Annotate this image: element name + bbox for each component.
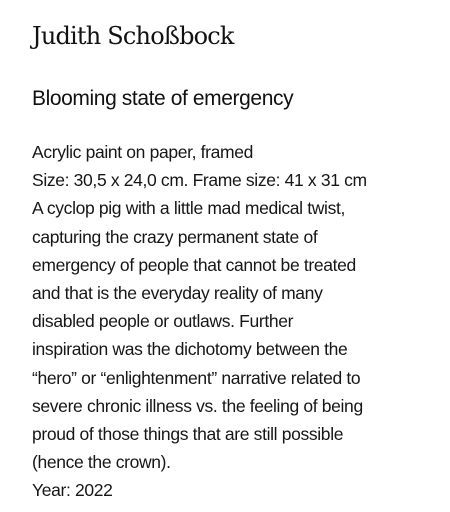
description-line: disabled people or outlaws. Further: [32, 311, 294, 332]
artwork-details: [32, 138, 442, 505]
artwork-year: Year: 2022: [32, 480, 113, 501]
description-line: (hence the crown).: [32, 452, 171, 473]
artwork-size: Size: 30,5 x 24,0 cm. Frame size: 41 x 31 cm: [32, 170, 367, 191]
description-line: and that is the everyday reality of many: [32, 283, 323, 304]
artist-name: Judith Schoßbock: [32, 22, 234, 50]
description-line: A cyclop pig with a little mad medical twist,: [32, 198, 345, 219]
description-line: severe chronic illness vs. the feeling of being: [32, 395, 363, 416]
description-line: emergency of people that cannot be treated: [32, 254, 356, 275]
description-line: “hero” or “enlightenment” narrative related to: [32, 367, 361, 388]
artwork-title: Blooming state of emergency: [32, 87, 294, 110]
description-line: capturing the crazy permanent state of: [32, 226, 318, 247]
artwork-medium: Acrylic paint on paper, framed: [32, 142, 254, 162]
description-line: proud of those things that are still possible: [32, 424, 344, 445]
description-line: inspiration was the dichotomy between the: [32, 339, 348, 360]
